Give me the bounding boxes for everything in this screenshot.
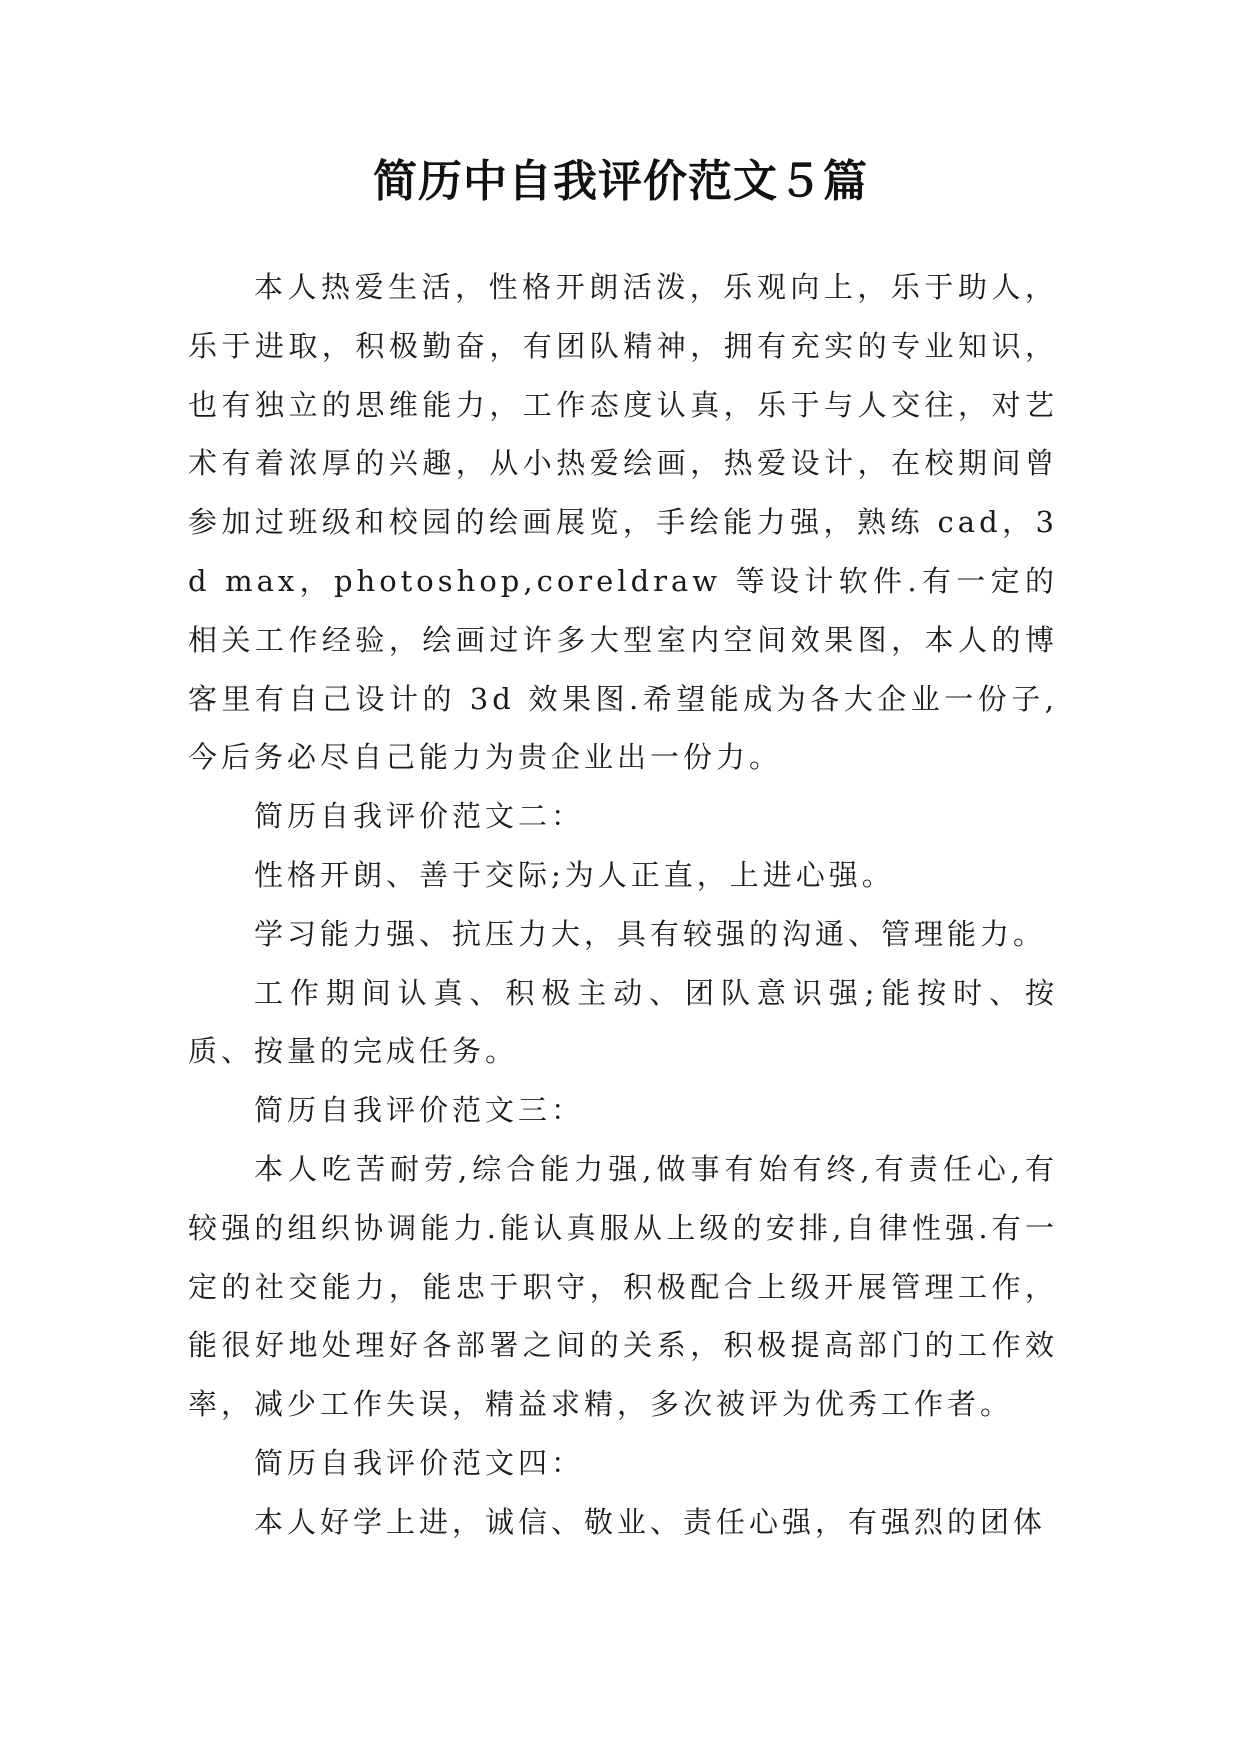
paragraph-3-1: 本人吃苦耐劳,综合能力强,做事有始有终,有责任心,有较强的组织协调能力.能认真服从上级的安排,自律性强.有一定的社交能力，能忠于职守，积极配合上级开展管理工作，能很好地处理好各部署之间的关系，积极提高部门的工作效率，减少工作失误，精益求精，多次被评为优秀工作者。 bbox=[188, 1151, 1058, 1422]
paragraph-4-1: 本人好学上进，诚信、敬业、责任心强，有强烈的团体 bbox=[254, 1504, 1047, 1539]
document-body bbox=[188, 258, 1058, 1552]
section-heading-3: 简历自我评价范文三： bbox=[254, 1093, 585, 1128]
paragraph-2-3: 工作期间认真、积极主动、团队意识强;能按时、按质、按量的完成任务。 bbox=[188, 975, 1058, 1069]
section-heading-4: 简历自我评价范文四： bbox=[254, 1445, 585, 1480]
paragraph-2-2: 学习能力强、抗压力大，具有较强的沟通、管理能力。 bbox=[254, 916, 1047, 951]
paragraph-2-1: 性格开朗、善于交际;为人正直，上进心强。 bbox=[254, 857, 895, 892]
document-title: 简历中自我评价范文５篇 bbox=[373, 156, 868, 207]
paragraph-intro: 本人热爱生活，性格开朗活泼，乐观向上，乐于助人，乐于进取，积极勤奋，有团队精神，拥有充实的专业知识，也有独立的思维能力，工作态度认真，乐于与人交往，对艺术有着浓厚的兴趣，从小热爱绘画，热爱设计，在校期间曾参加过班级和校园的绘画展览，手绘能力强，熟练 cad，3d max，photoshop,coreldraw 等设计软件.有一定的相关工作经验，绘画过许多大型室内空间效果图，本人的博客里有自己设计的 3d 效果图.希望能成为各大企业一份子,今后务必尽自己能力为贵企业出一份力。 bbox=[188, 270, 1058, 775]
section-heading-2: 简历自我评价范文二： bbox=[254, 799, 585, 834]
